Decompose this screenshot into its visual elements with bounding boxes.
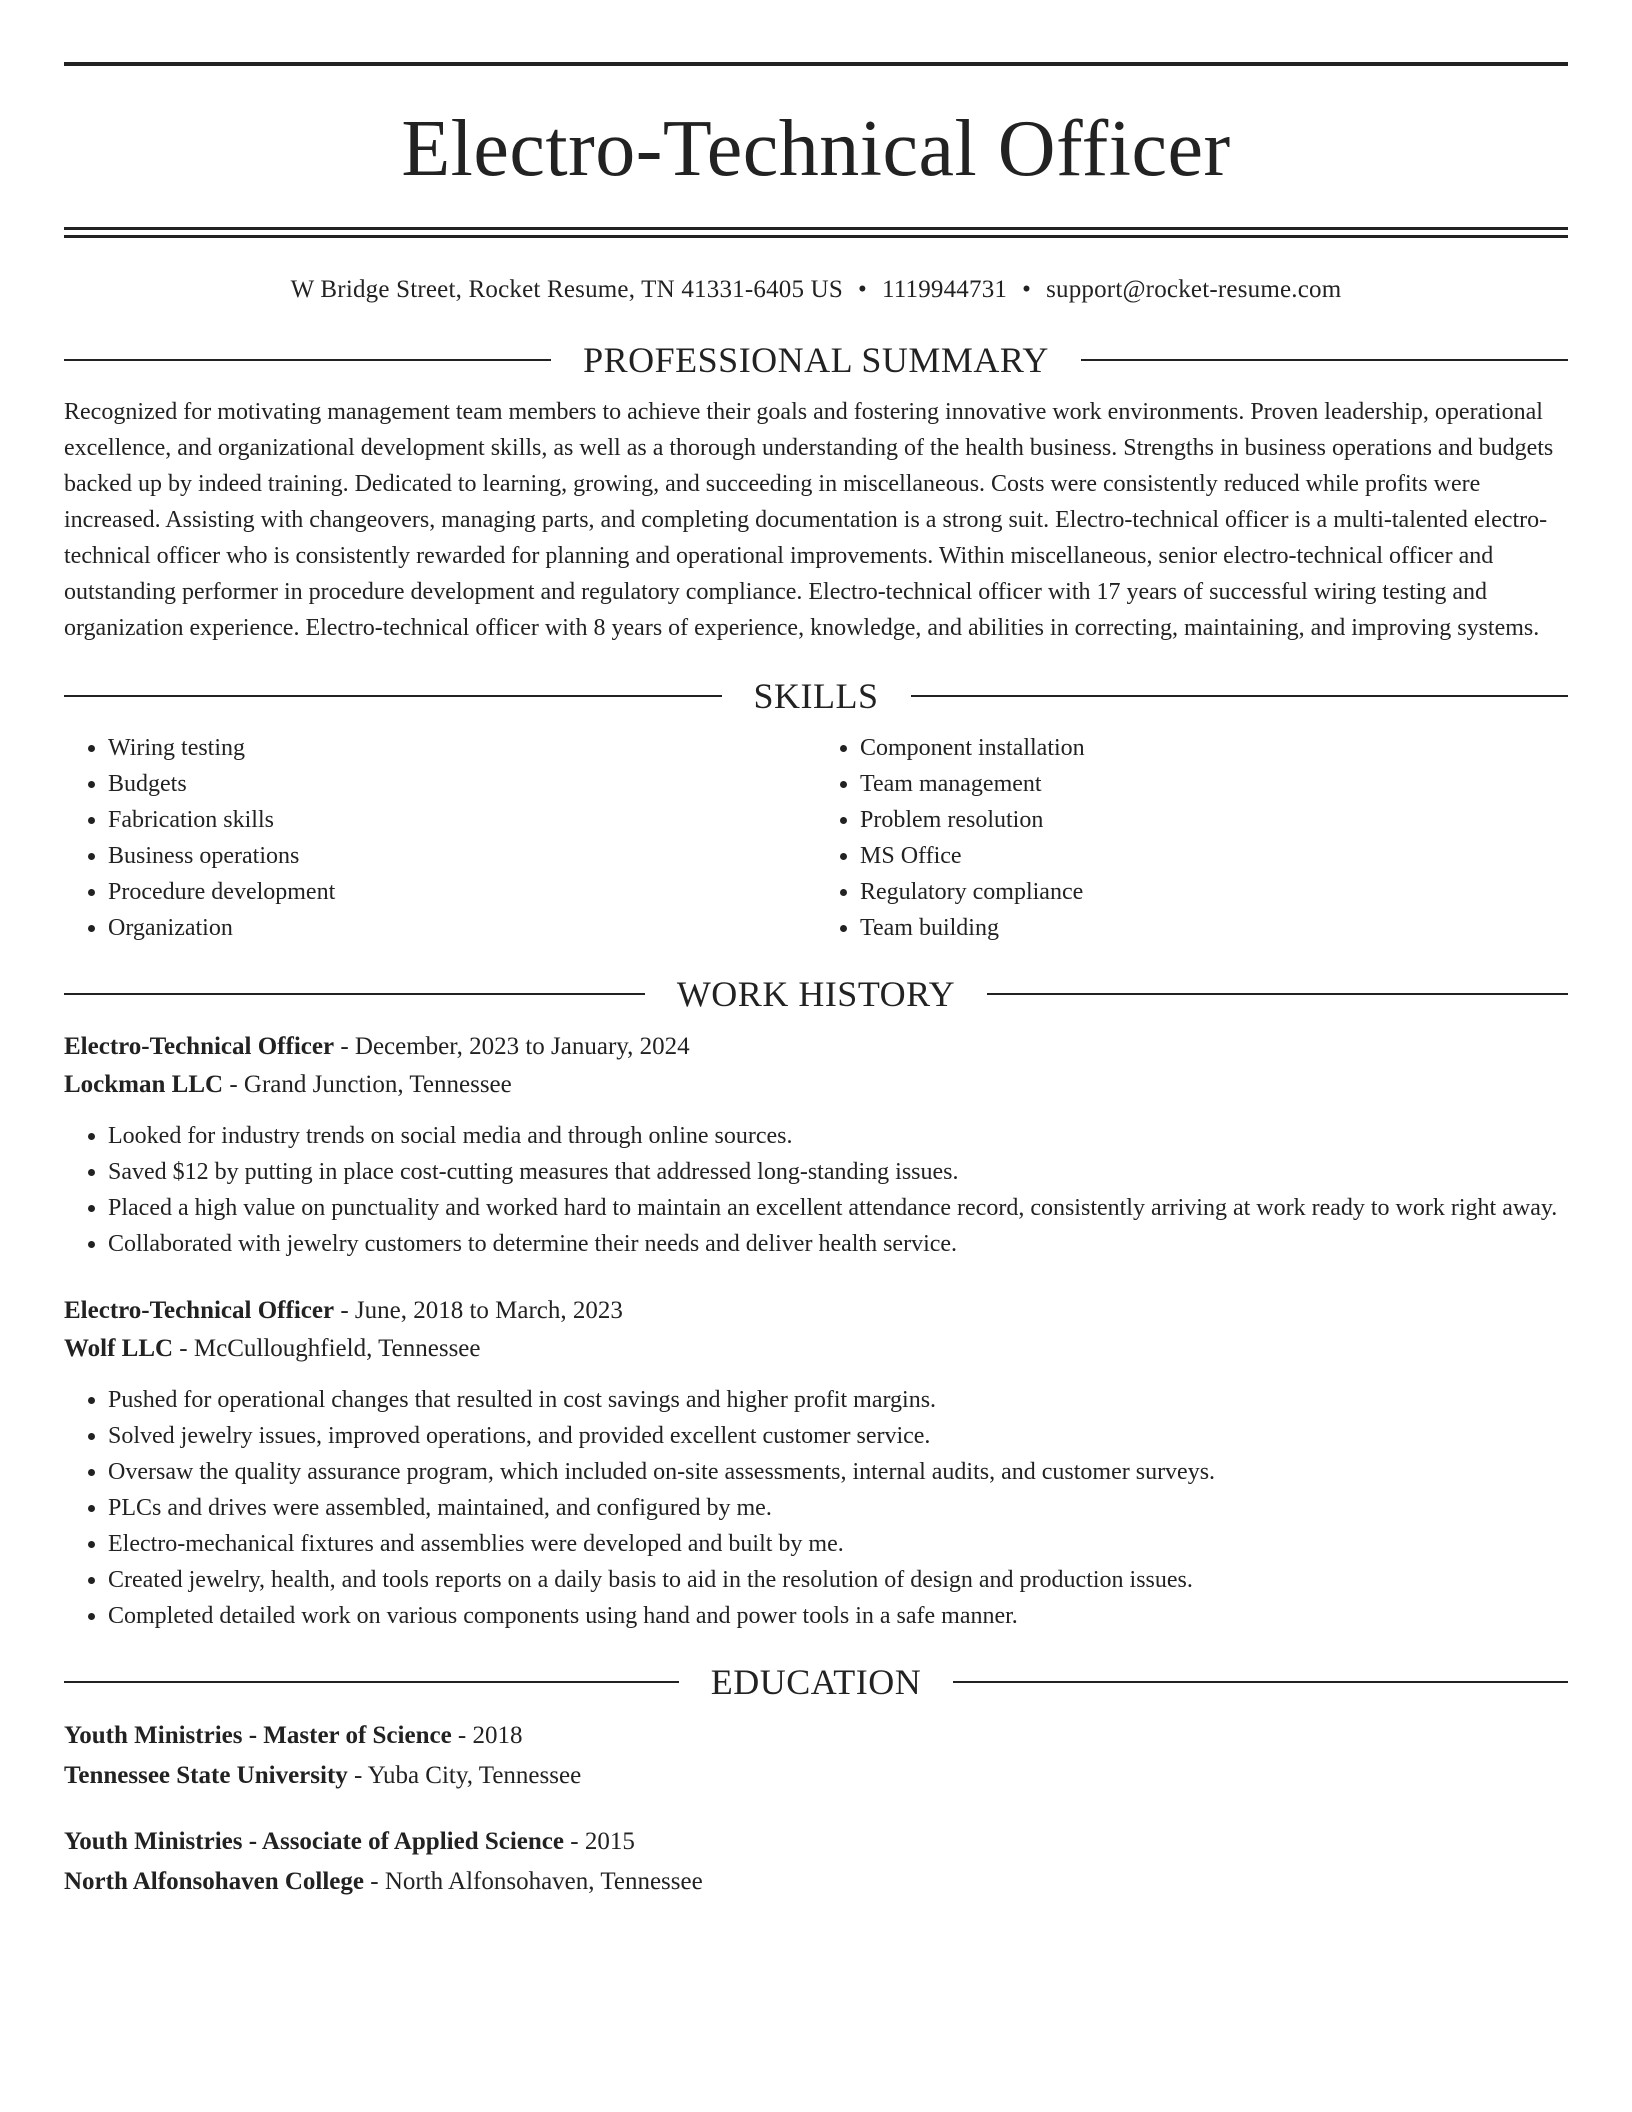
contact-separator: •	[858, 276, 867, 303]
education-entry	[64, 1822, 1568, 1902]
job-bullet: • Electro-mechanical fixtures and assemblies were developed and built by me.	[108, 1526, 1568, 1562]
skills-column-left	[64, 730, 816, 946]
job-bullet: • Completed detailed work on various components using hand and power tools in a safe manner.	[108, 1598, 1568, 1634]
heading-rule-left	[64, 993, 645, 995]
degree-year: - 2015	[564, 1828, 635, 1855]
school: North Alfonsohaven College	[64, 1868, 364, 1895]
heading-rule-right	[911, 695, 1569, 697]
degree-year: - 2018	[451, 1722, 523, 1749]
summary-heading	[64, 338, 1568, 382]
education-title: EDUCATION	[710, 1662, 922, 1702]
education-heading	[64, 1660, 1568, 1704]
heading-rule-right	[1081, 359, 1568, 361]
school-line	[64, 1756, 1568, 1796]
heading-rule-right	[987, 993, 1568, 995]
degree: Youth Ministries - Associate of Applied Science	[64, 1828, 564, 1855]
summary-text: Recognized for motivating management team members to achieve their goals and fostering innovative work environments. Proven leadership, operational excellence, and organizational development skills, as well as a thorough understanding of the health business. Strengths in business operations and budgets backed up by indeed training. Dedicated to learning, growing, and succeeding in miscellaneous. Costs were consistently reduced while profits were increased. Assisting with changeovers, managing parts, and completing documentation is a strong suit. Electro-technical officer is a multi-talented electro-technical officer who is consistently rewarded for planning and operational improvements. Within miscellaneous, senior electro-technical officer and outstanding performer in procedure development and regulatory compliance. Electro-technical officer with 17 years of successful wiring testing and organization experience. Electro-technical officer with 8 years of experience, knowledge, and abilities in correcting, maintaining, and improving systems.	[64, 399, 1554, 641]
degree-line	[64, 1716, 1568, 1756]
skill-item: • Organization	[108, 910, 816, 946]
job-bullet: • Oversaw the quality assurance program, which included on-site assessments, internal audits, and customer surveys.	[108, 1454, 1568, 1490]
skill-item: • Team building	[860, 910, 1568, 946]
job-location: - McCulloughfield, Tennessee	[173, 1335, 481, 1362]
work-heading	[64, 972, 1568, 1016]
skill-item: • Regulatory compliance	[860, 874, 1568, 910]
skill-item: • Business operations	[108, 838, 816, 874]
job-title: Electro-Technical Officer	[64, 1033, 335, 1060]
heading-rule-left	[64, 695, 722, 697]
skill-item: • Procedure development	[108, 874, 816, 910]
job-location: - Grand Junction, Tennessee	[223, 1071, 512, 1098]
heading-rule-left	[64, 359, 551, 361]
job-bullet: • Solved jewelry issues, improved operations, and provided excellent customer service.	[108, 1418, 1568, 1454]
contact-line	[64, 272, 1568, 308]
heading-rule-left	[64, 1681, 679, 1683]
job-bullet: • PLCs and drives were assembled, maintained, and configured by me.	[108, 1490, 1568, 1526]
job-title-line	[64, 1028, 1568, 1066]
school-location: - Yuba City, Tennessee	[347, 1762, 582, 1789]
degree: Youth Ministries - Master of Science	[64, 1722, 452, 1749]
top-rule	[64, 62, 1568, 66]
skills-heading	[64, 674, 1568, 718]
resume-name: Electro-Technical Officer	[401, 105, 1231, 193]
job-title-line	[64, 1292, 1568, 1330]
job-entry	[64, 1028, 1568, 1262]
job-bullet: • Pushed for operational changes that resulted in cost savings and higher profit margins.	[108, 1382, 1568, 1418]
job-dates: - June, 2018 to March, 2023	[334, 1297, 623, 1324]
contact-email[interactable]: support@rocket-resume.com	[1046, 276, 1342, 303]
double-rule	[64, 227, 1568, 238]
skill-item: • Wiring testing	[108, 730, 816, 766]
job-bullets	[64, 1118, 1568, 1262]
job-title: Electro-Technical Officer	[64, 1297, 335, 1324]
school-line	[64, 1862, 1568, 1902]
skills-column-right	[816, 730, 1568, 946]
contact-separator: •	[1022, 276, 1032, 303]
job-dates: - December, 2023 to January, 2024	[334, 1033, 690, 1060]
job-company-line	[64, 1330, 1568, 1368]
job-bullets	[64, 1382, 1568, 1634]
contact-address: W Bridge Street, Rocket Resume, TN 41331-6405 US	[290, 276, 843, 303]
skill-item: • Component installation	[860, 730, 1568, 766]
skill-item: • Team management	[860, 766, 1568, 802]
work-title: WORK HISTORY	[676, 974, 956, 1014]
school: Tennessee State University	[64, 1762, 348, 1789]
summary-title: PROFESSIONAL SUMMARY	[583, 340, 1049, 380]
job-bullet: • Collaborated with jewelry customers to determine their needs and deliver health service.	[108, 1226, 1568, 1262]
job-bullet: • Looked for industry trends on social media and through online sources.	[108, 1118, 1568, 1154]
job-company-line	[64, 1066, 1568, 1104]
job-company: Lockman LLC	[64, 1071, 224, 1098]
education-entry	[64, 1716, 1568, 1796]
contact-phone[interactable]: 1119944731	[881, 276, 1008, 303]
degree-line	[64, 1822, 1568, 1862]
skill-item: • MS Office	[860, 838, 1568, 874]
skill-item: • Problem resolution	[860, 802, 1568, 838]
skill-item: • Fabrication skills	[108, 802, 816, 838]
job-company: Wolf LLC	[64, 1335, 174, 1362]
job-bullet: • Saved $12 by putting in place cost-cutting measures that addressed long-standing issues.	[108, 1154, 1568, 1190]
job-bullet: • Created jewelry, health, and tools reports on a daily basis to aid in the resolution of design and production issues.	[108, 1562, 1568, 1598]
heading-rule-right	[953, 1681, 1568, 1683]
skills-title: SKILLS	[753, 676, 879, 716]
job-bullet: • Placed a high value on punctuality and worked hard to maintain an excellent attendance record, consistently arriving at work ready to work right away.	[108, 1190, 1568, 1226]
school-location: - North Alfonsohaven, Tennessee	[364, 1868, 703, 1895]
job-entry	[64, 1292, 1568, 1634]
skills-list	[64, 730, 1568, 946]
skill-item: • Budgets	[108, 766, 816, 802]
